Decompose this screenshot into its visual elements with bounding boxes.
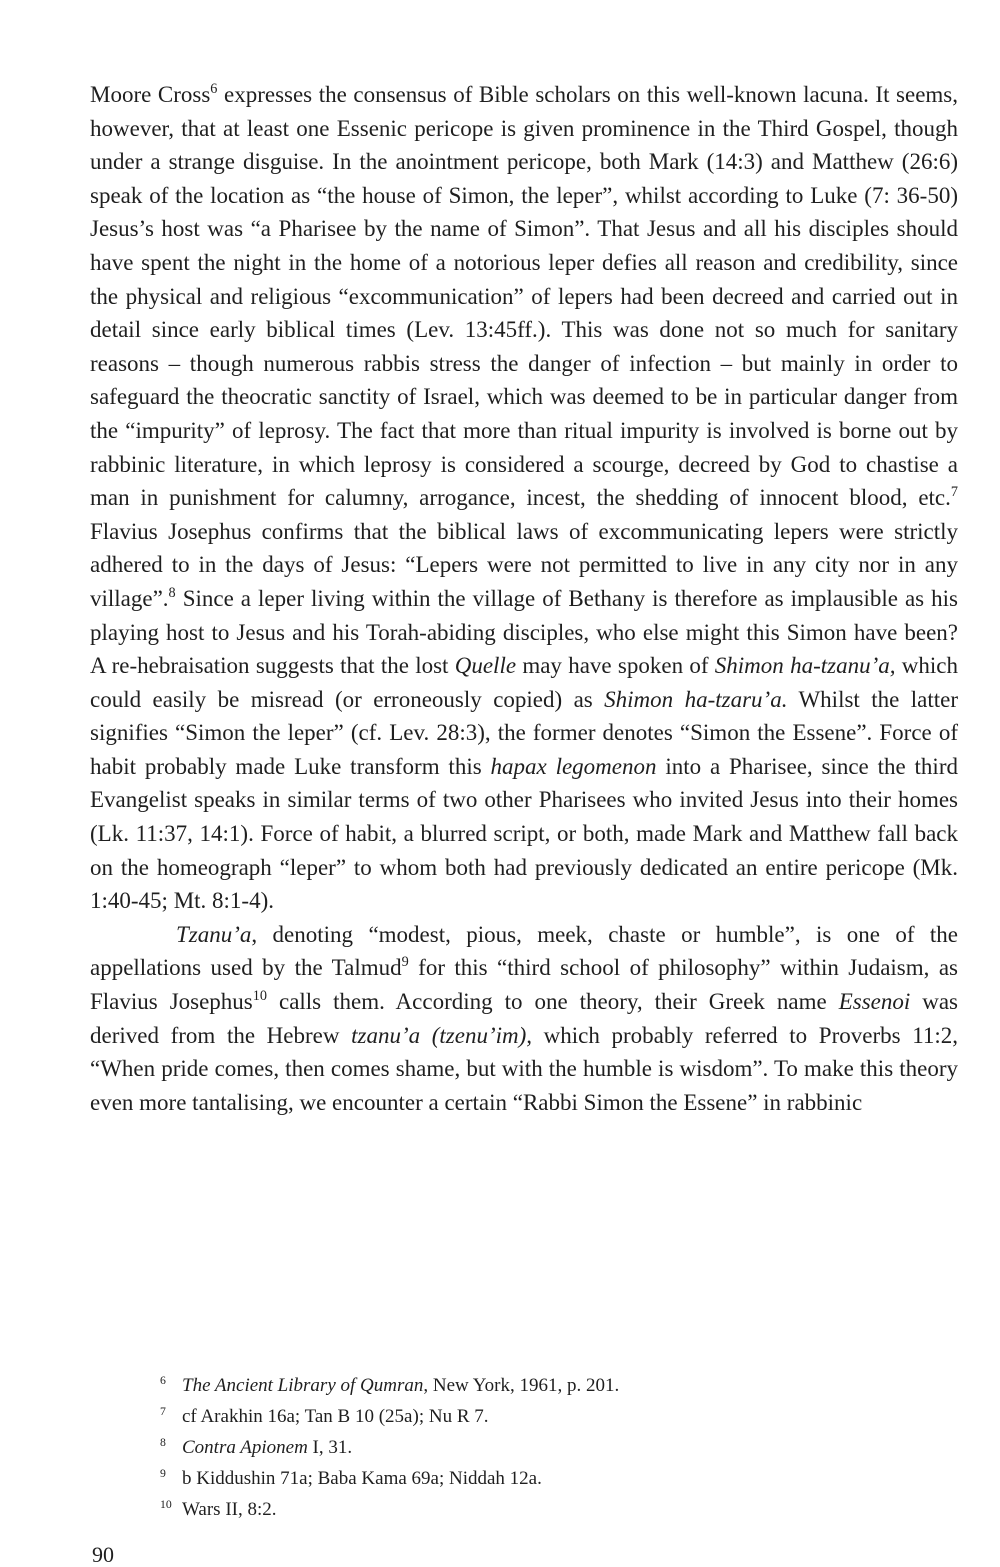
- text-run: Moore Cross: [90, 82, 211, 107]
- text-run: was derived from the Hebrew: [90, 989, 958, 1048]
- text-run: , New York, 1961, p. 201.: [423, 1375, 620, 1396]
- paragraph: [90, 78, 958, 918]
- text-run: Wars II, 8:2.: [182, 1499, 277, 1520]
- footnote: $^8$ Contra Apionem I, 31.: [160, 1435, 353, 1458]
- italic-text: Quelle: [454, 653, 517, 679]
- text-run: calls them. According to one theory, their Greek name: [267, 989, 839, 1015]
- italic-text: hapax legomenon: [490, 753, 657, 779]
- footnote-reference: 6: [210, 81, 218, 98]
- text-run: Whilst the latter signifies “Simon the leper” (cf. Lev. 28:3), the former denotes “Simon the Essene”. Force of habit probably made Luke transform this: [90, 686, 958, 779]
- text-run: which probably referred to Proverbs 11:2, “When pride comes, then comes shame, but with the humble is wisdom”. To make this theory even more tantalising, we encounter a certain “Rabbi Simon the Essene” in rabbinic: [90, 1022, 958, 1115]
- footnote: $^9$ b Kiddushin 71a; Baba Kama 69a; Niddah 12a.: [160, 1466, 542, 1489]
- main-text: [90, 78, 958, 1119]
- italic-text: tzanu’a (tzenu’im),: [351, 1022, 533, 1048]
- italic-text: Essenoi: [838, 989, 911, 1015]
- footnote: $^6$ The Ancient Library of Qumran, New York, 1961, p. 201.: [160, 1373, 620, 1396]
- text-run: into a Pharisee, since the third Evangelist speaks in similar terms of two other Pharisees who invited Jesus into their homes (Lk. 11:37, 14:1). Force of habit, a blurred script, or both, made Mark and Matthew fall back on the homeograph “leper” to whom both had previously dedicated an entire pericope (Mk. 1:40-45; Mt. 8:1-4).: [90, 753, 958, 914]
- text-run: may have spoken of: [516, 653, 715, 679]
- footnote-reference: 10: [252, 988, 268, 1005]
- text-run: I, 31.: [307, 1437, 353, 1458]
- footnote-reference: 7: [950, 484, 958, 501]
- italic-text: Shimon ha-tzaru’a.: [604, 686, 788, 712]
- italic-text: Shimon ha-tzanu’a,: [714, 653, 896, 679]
- text-run: Flavius Josephus confirms that the biblical laws of excommunicating lepers were strictly adhered to in the days of Jesus: “Lepers were not permitted to live in any city nor in any village”.: [90, 518, 958, 611]
- page-number: 90: [92, 1542, 114, 1567]
- text-run: b Kiddushin 71a; Baba Kama 69a; Niddah 12a.: [182, 1468, 542, 1489]
- italic-text: Tzanu’a: [176, 921, 252, 947]
- text-run: for this “third school of philosophy” within Judaism, as Flavius Josephus: [90, 955, 958, 1015]
- footnote-reference: 9: [401, 954, 409, 971]
- paragraph: [90, 918, 958, 1120]
- italic-text: Contra Apionem: [182, 1437, 308, 1458]
- footnote-reference: 8: [168, 585, 176, 602]
- text-run: expresses the consensus of Bible scholars on this well-known lacuna. It seems, however, that at least one Essenic pericope is given prominence in the Third Gospel, though under a strange disguise. In the anointment pericope, both Mark (14:3) and Matthew (26:6) speak of the location as “the house of Simon, the leper”, whilst according to Luke (7: 36-50) Jesus’s host was “a Pharisee by the name of Simon”. That Jesus and all his disciples should have spent the night in the home of a notorious leper defies all reason and credibility, since the physical and religious “excommunication” of lepers had been decreed and carried out in detail since early biblical times (Lev. 13:45ff.). This was done not so much for sanitary reasons – though numerous rabbis stress the danger of infection – but mainly in order to safeguard the theocratic sanctity of Israel, which was deemed to be in particular danger from the “impurity” of leprosy. The fact that more than ritual impurity is involved is borne out by rabbinic literature, in which leprosy is considered a scourge, decreed by God to chastise a man in punishment for calumny, arrogance, incest, the shedding of innocent blood, etc.: [90, 82, 958, 511]
- italic-text: The Ancient Library of Qumran: [182, 1375, 424, 1396]
- text-run: which could easily be misread (or erroneously copied) as: [90, 653, 958, 712]
- text-run: cf Arakhin 16a; Tan B 10 (25a); Nu R 7.: [182, 1406, 489, 1427]
- footnote: $^7$ cf Arakhin 16a; Tan B 10 (25a); Nu R 7.: [160, 1404, 489, 1427]
- footnote: $^{10}$ Wars II, 8:2.: [160, 1497, 277, 1520]
- footnotes: [160, 1370, 940, 1525]
- text-run: , denoting “modest, pious, meek, chaste or humble”, is one of the appellations used by the Talmud: [90, 921, 958, 981]
- text-run: Since a leper living within the village of Bethany is therefore as implausible as his playing host to Jesus and his Torah-abiding disciples, who else might this Simon have been? A re-hebraisation suggests that the lost: [90, 585, 958, 679]
